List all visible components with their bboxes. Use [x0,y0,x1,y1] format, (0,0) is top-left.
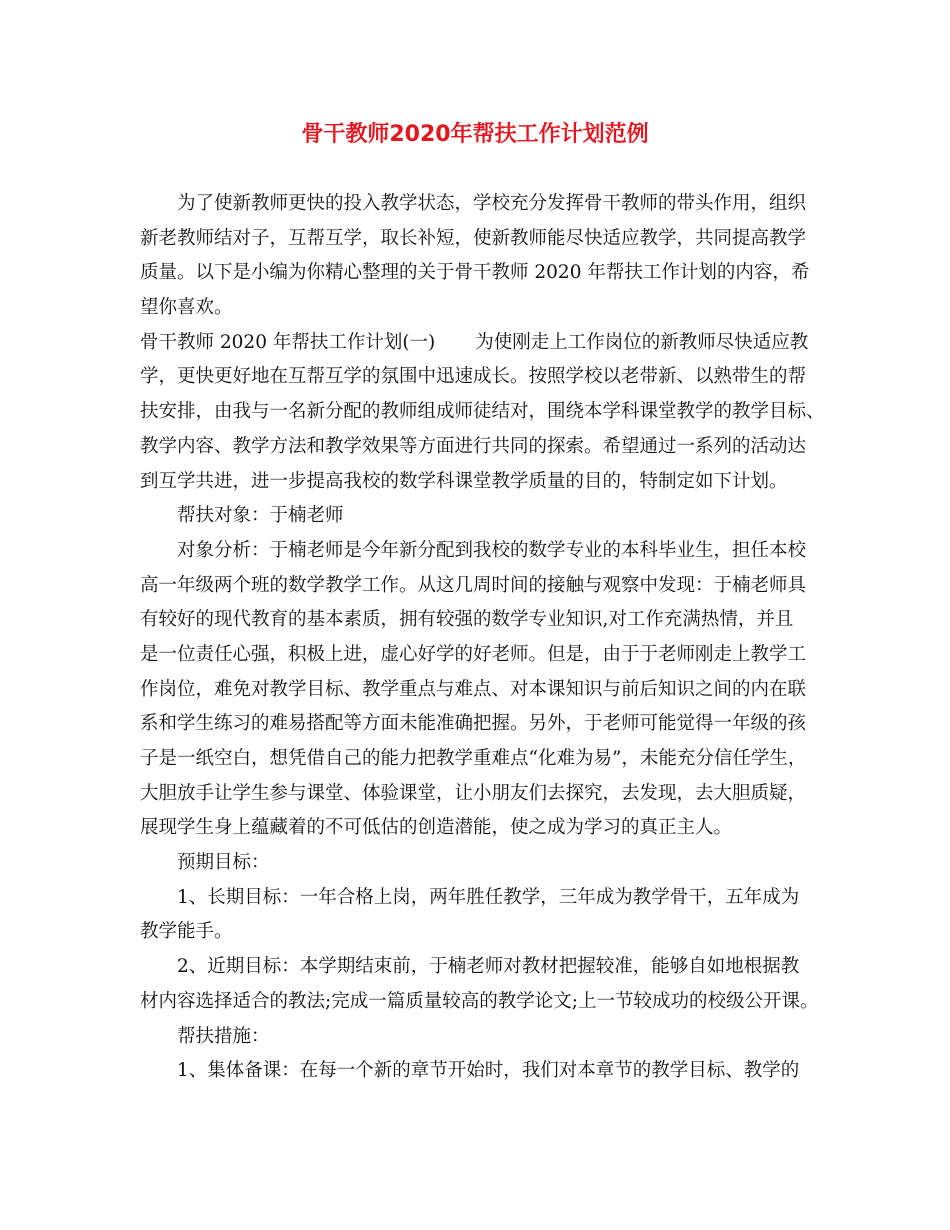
paragraph-line: 帮扶对象：于楠老师 [177,505,344,527]
paragraph-line: 到互学共进，进一步提高我校的数学科课堂教学质量的目的，特制定如下计划。 [140,470,788,492]
paragraph-line: 教学能手。 [140,921,233,943]
paragraph-line: 新老教师结对子，互帮互学，取长补短，使新教师能尽快适应教学，共同提高教学 [140,227,807,249]
paragraph-line: 对象分析：于楠老师是今年新分配到我校的数学专业的本科毕业生，担任本校 [177,539,807,561]
paragraph-line: 为了使新教师更快的投入教学状态，学校充分发挥骨干教师的带头作用，组织 [177,193,807,214]
paragraph-line: 扶安排，由我与一名新分配的教师组成师徒结对，围绕本学科课堂教学的教学目标、 [140,401,825,423]
paragraph-line: 高一年级两个班的数学教学工作。从这几周时间的接触与观察中发现：于楠老师具 [140,574,807,596]
paragraph-line: 作岗位，难免对教学目标、教学重点与难点、对本课知识与前后知识之间的内在联 [140,678,807,700]
paragraph-line: 2、近期目标：本学期结束前，于楠老师对教材把握较准，能够自如地根据教 [177,956,800,978]
paragraph-line: 1、集体备课：在每一个新的章节开始时，我们对本章节的教学目标、教学的 [177,1060,800,1082]
paragraph-line: 展现学生身上蕴藏着的不可低估的创造潜能，使之成为学习的真正主人。 [140,817,733,839]
plan-heading-line [140,326,830,361]
paragraph-line: 质量。以下是小编为你精心整理的关于骨干教师 2020 年帮扶工作计划的内容，希 [140,262,810,284]
paragraph-line: 材内容选择适合的教法;完成一篇质量较高的教学论文;上一节较成功的校级公开课。 [140,990,819,1012]
paragraph-line: 是一位责任心强，积极上进，虚心好学的好老师。但是，由于于老师刚走上教学工 [140,643,807,665]
paragraph-line: 帮扶措施： [177,1025,270,1047]
document-body [140,187,830,1089]
paragraph-line: 大胆放手让学生参与课堂、体验课堂，让小朋友们去探究，去发现，去大胆质疑， [140,782,807,804]
paragraph-line: 子是一纸空白，想凭借自己的能力把教学重难点“化难为易”，未能充分信任学生， [140,748,807,769]
paragraph-line: 教学内容、教学方法和教学效果等方面进行共同的探索。希望通过一系列的活动达 [140,435,807,457]
paragraph-line: 1、长期目标：一年合格上岗，两年胜任教学，三年成为教学骨干，五年成为 [177,886,800,908]
plan-heading: 骨干教师 2020 年帮扶工作计划(一) [140,331,436,353]
document-title: 骨干教师2020年帮扶工作计划范例 [301,122,649,147]
paragraph-line: 有较好的现代教育的基本素质，拥有较强的数学专业知识,对工作充满热情，并且 [140,609,794,631]
plan-intro-text: 为使刚走上工作岗位的新教师尽快适应教 [475,331,809,353]
paragraph-line: 望你喜欢。 [140,297,233,319]
paragraph-line: 学，更快更好地在互帮互学的氛围中迅速成长。按照学校以老带新、以熟带生的帮 [140,366,807,388]
paragraph-line: 预期目标： [177,852,270,874]
paragraph-line: 系和学生练习的难易搭配等方面未能准确把握。另外，于老师可能觉得一年级的孩 [140,713,807,735]
